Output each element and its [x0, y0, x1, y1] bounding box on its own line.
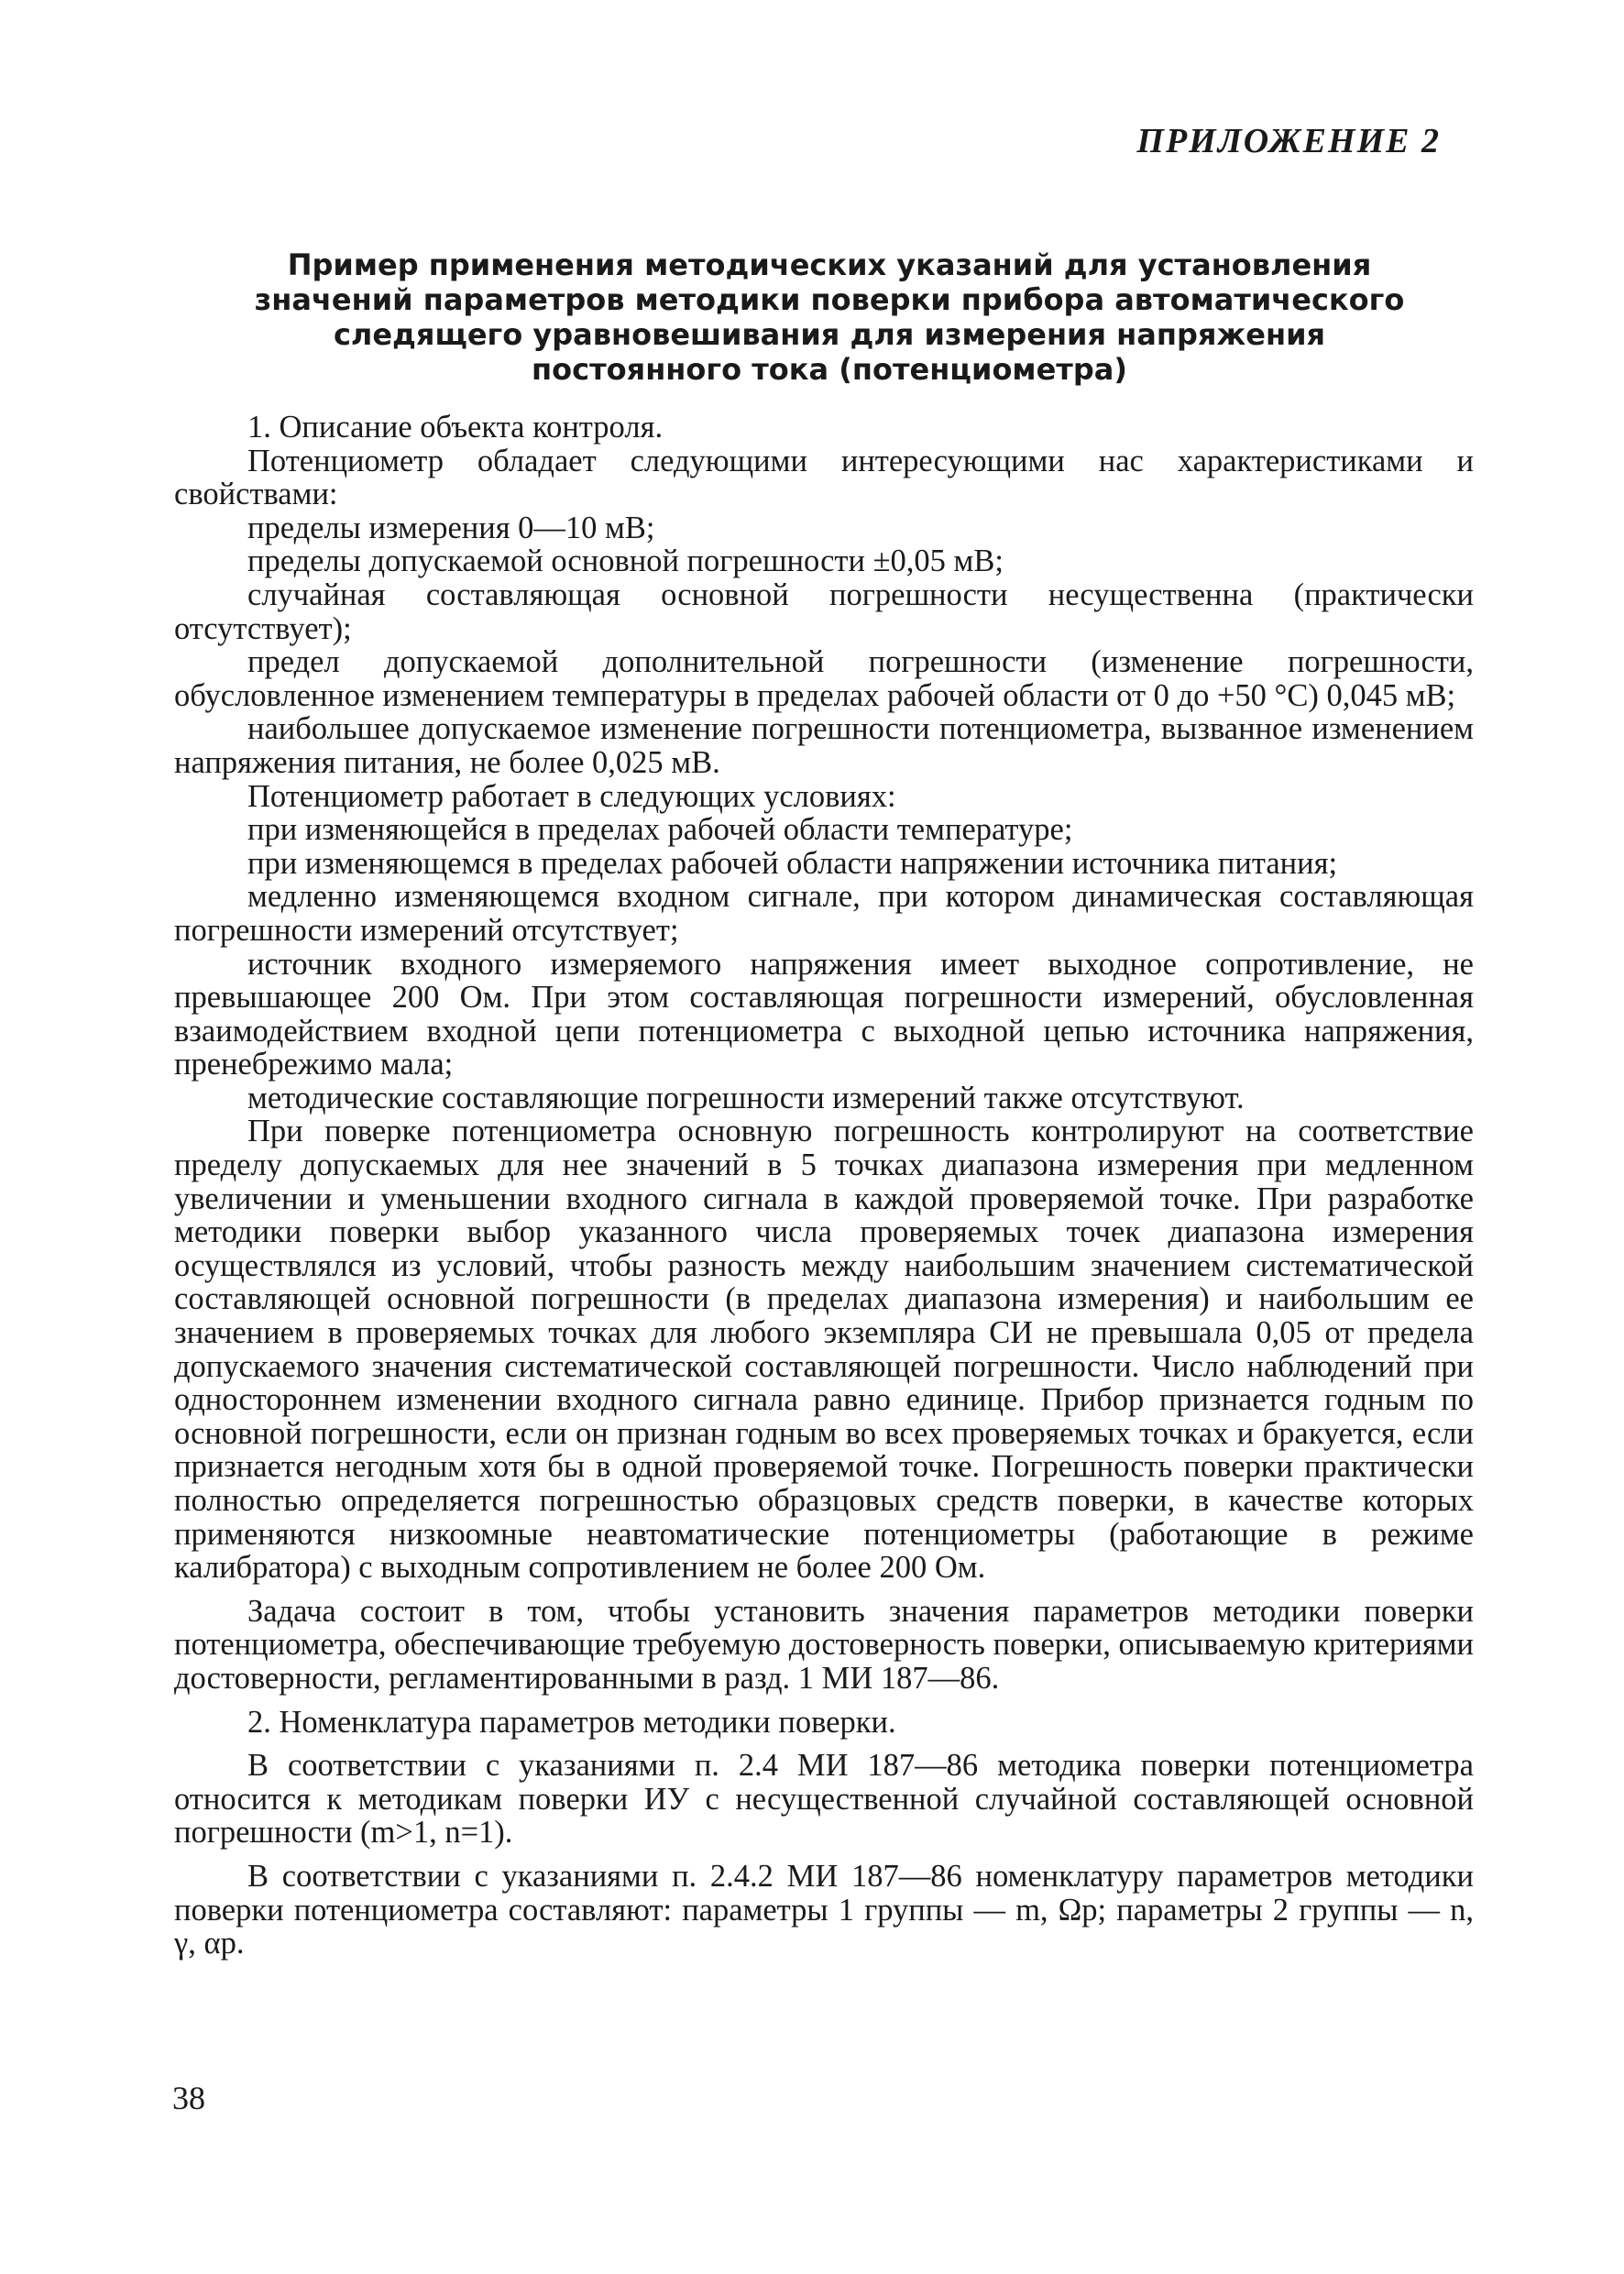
list-item: пределы измерения 0—10 мВ;: [247, 510, 655, 545]
page-number: 38: [172, 2080, 205, 2116]
list-item: предел допускаемой дополнительной погрешности (изменение погрешности, обусловленное изменением температуры в пределах рабочей области от 0 до +50 °С) 0,045 мВ;: [174, 644, 1474, 713]
list-item: источник входного измеряемого напряжения имеет выходное сопротивление, не превышающее 200 Ом. При этом составляющая погрешности измерений, обусловленная взаимодействием входной цепи потенциометра с выходной цепью источника напряжения, пренебрежимо мала;: [174, 946, 1474, 1082]
paragraph: В соответствии с указаниями п. 2.4 МИ 187—86 методика поверки потенциометра относится к методикам поверки ИУ с несущественной случайной составляющей основной погрешности (m>1, n=1).: [174, 1748, 1474, 1851]
paragraph: При поверке потенциометра основную погрешность контролируют на соответствие пределу допускаемых для нее значений в 5 точках диапазона измерения при медленном увеличении и уменьшении входного сигнала в каждой проверяемой точке. При разработке методики поверки выбор указанного числа проверяемых точек диапазона измерения осуществлялся из условий, чтобы разность между наибольшим значением систематической составляющей основной погрешности (в пределах диапазона измерения) и наибольшим ее значением в проверяемых точках для любого экземпляра СИ не превышала 0,05 от предела допускаемого значения систематической составляющей погрешности. Число наблюдений при одностороннем изменении входного сигнала равно единице. Прибор признается годным по основной погрешности, если он признан годным во всех проверяемых точках и бракуется, если признается негодным хотя бы в одной проверяемой точке. Погрешность поверки практически полностью определяется погрешностью образцовых средств поверки, в качестве которых применяются низкоомные неавтоматические потенциометры (работающие в режиме калибратора) с выходным сопротивлением не более 200 Ом.: [174, 1114, 1474, 1586]
section-heading-parameters: 2. Номенклатура параметров методики поверки.: [247, 1704, 896, 1740]
paragraph: В соответствии с указаниями п. 2.4.2 МИ 187—86 номенклатуру параметров методики поверки потенциометра составляют: параметры 1 группы — m, Ωр; параметры 2 группы — n, γ, αр.: [174, 1858, 1474, 1961]
list-item: при изменяющемся в пределах рабочей области напряжении источника питания;: [247, 845, 1338, 881]
section-heading-object-description: 1. Описание объекта контроля.: [247, 410, 664, 445]
list-item: медленно изменяющемся входном сигнале, при котором динамическая составляющая погрешности измерений отсутствует;: [174, 879, 1474, 948]
list-item: при изменяющейся в пределах рабочей области температуре;: [247, 812, 1073, 848]
appendix-header: ПРИЛОЖЕНИЕ 2: [1136, 122, 1441, 160]
list-item: случайная составляющая основной погрешности несущественна (практически отсутствует);: [174, 577, 1474, 646]
paragraph: Потенциометр обладает следующими интересующими нас характеристиками и свойствами:: [174, 443, 1474, 512]
list-item: методические составляющие погрешности измерений также отсутствуют.: [247, 1080, 1245, 1115]
paragraph: Задача состоит в том, чтобы установить значения параметров методики поверки потенциометра, обеспечивающие требуемую достоверность поверки, описываемую критериями достоверности, регламентированными в разд. 1 МИ 187—86.: [174, 1593, 1474, 1696]
paragraph: Потенциометр работает в следующих условиях:: [247, 778, 896, 814]
list-item: наибольшее допускаемое изменение погрешности потенциометра, вызванное изменением напряжения питания, не более 0,025 мВ.: [174, 711, 1474, 780]
list-item: пределы допускаемой основной погрешности ±0,05 мВ;: [247, 544, 1004, 579]
body-text: [174, 411, 1474, 1961]
document-title: Пример применения методических указаний для установления значений параметров методики поверки прибора автоматического следящего уравновешивания для измерения напряжения постоянного тока (потенциометра): [254, 247, 1405, 387]
